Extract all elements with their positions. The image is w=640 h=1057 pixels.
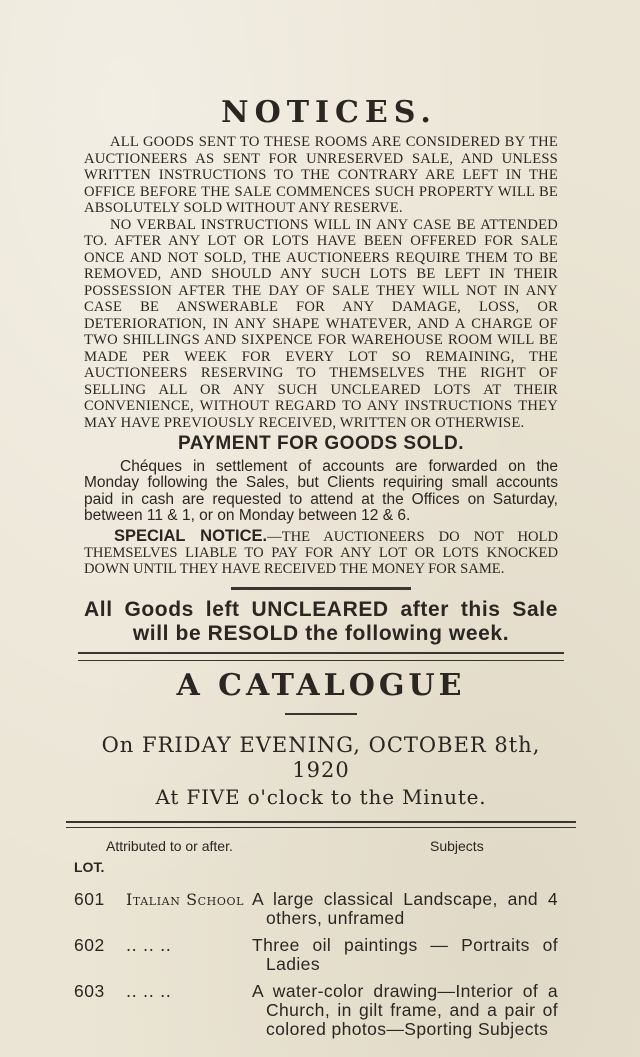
notices-paragraph-verbal-instructions: NO VERBAL INSTRUCTIONS WILL IN ANY CASE BE ATTENDED TO. AFTER ANY LOT OR LOTS HAVE BEEN OFFERED FOR SALE ONCE AND NOT SOLD, THE AUCTIONEERS REQUIRE THEM TO BE REMOVED, AND SHOULD ANY SUCH LOTS BE LEFT IN THEIR POSSESSION AFTER THE DAY OF SALE THEY WILL NOT IN ANY CASE BE ANSWERABLE FOR ANY DAMAGE, LOSS, OR DETERIORATION, IN ANY SHAPE WHATEVER, AND A CHARGE OF TWO SHILLINGS AND SIXPENCE FOR WAREHOUSE ROOM WILL BE MADE PER WEEK FOR EVERY LOT SO REMAINING, THE AUCTIONEERS RESERVING TO THEMSELVES THE RIGHT OF SELLING ALL OR ANY SUCH UNCLEARED LOTS AT THEIR CONVENIENCE, WITHOUT REGARD TO ANY INSTRUCTIONS THEY MAY HAVE PREVIOUSLY RECEIVED, WRITTEN OR OTHERWISE. bbox=[84, 216, 558, 431]
catalogue-title: A CATALOGUE bbox=[176, 668, 466, 704]
resold-notice: All Goods left UNCLEARED after this Sale will be RESOLD the following week. bbox=[84, 598, 558, 646]
section-divider-rule bbox=[66, 821, 576, 828]
payment-paragraph: Chéques in settlement of accounts are forwarded on the Monday following the Sales, but Clients requiring small accounts paid in cash are requested to attend at the Offices on Saturday, between 11 & 1, or on Monday between 12 & 6. bbox=[84, 458, 558, 524]
notices-paragraph-unreserved-sale: ALL GOODS SENT TO THESE ROOMS ARE CONSIDERED BY THE AUCTIONEERS AS SENT FOR UNRESERVED SALE, AND UNLESS WRITTEN INSTRUCTIONS TO THE CONTRARY ARE LEFT IN THE OFFICE BEFORE THE SALE COMMENCES SUCH PROPERTY WILL BE ABSOLUTELY SOLD WITHOUT ANY RESERVE. bbox=[84, 134, 558, 216]
sale-date: On FRIDAY EVENING, OCTOBER 8th, 1920 bbox=[101, 733, 541, 783]
special-notice-heading: SPECIAL NOTICE. bbox=[114, 527, 268, 546]
lot-description: A large classical Landscape, and 4 others, unframed bbox=[252, 889, 558, 929]
column-headings bbox=[84, 838, 558, 858]
lot-entry bbox=[74, 936, 558, 974]
lot-attribution: .. .. .. bbox=[126, 982, 172, 1002]
lot-attribution: Italian School bbox=[126, 890, 245, 910]
divider-rule bbox=[231, 587, 411, 590]
lot-number: 601 bbox=[74, 889, 105, 910]
lot-number: 602 bbox=[74, 935, 105, 956]
catalogue-page bbox=[74, 95, 559, 1047]
sale-time: At FIVE o'clock to the Minute. bbox=[155, 785, 487, 810]
lot-column-heading: LOT. bbox=[74, 859, 105, 876]
lot-list bbox=[74, 890, 558, 1039]
notices-title: NOTICES. bbox=[221, 95, 437, 130]
lot-attribution: .. .. .. bbox=[126, 936, 172, 956]
payment-heading: PAYMENT FOR GOODS SOLD. bbox=[178, 433, 464, 454]
attributed-column-heading: Attributed to or after. bbox=[106, 838, 233, 855]
short-divider-rule bbox=[285, 713, 357, 715]
lot-description: Three oil paintings — Portraits of Ladies bbox=[252, 935, 558, 975]
special-notice bbox=[84, 528, 558, 577]
lot-entry bbox=[74, 890, 558, 928]
double-divider-rule bbox=[78, 652, 564, 661]
subjects-column-heading: Subjects bbox=[430, 838, 484, 855]
lot-entry bbox=[74, 982, 558, 1039]
special-notice-text: —THE AUCTIONEERS DO NOT HOLD THEMSELVES LIABLE TO PAY FOR ANY LOT OR LOTS KNOCKED DOWN UNTIL THEY HAVE RECEIVED THE MONEY FOR SAME. bbox=[84, 529, 559, 578]
lot-description: A water-color drawing—Interior of a Church, in gilt frame, and a pair of colored photos—Sporting Subjects bbox=[252, 981, 558, 1040]
lot-number: 603 bbox=[74, 981, 105, 1002]
